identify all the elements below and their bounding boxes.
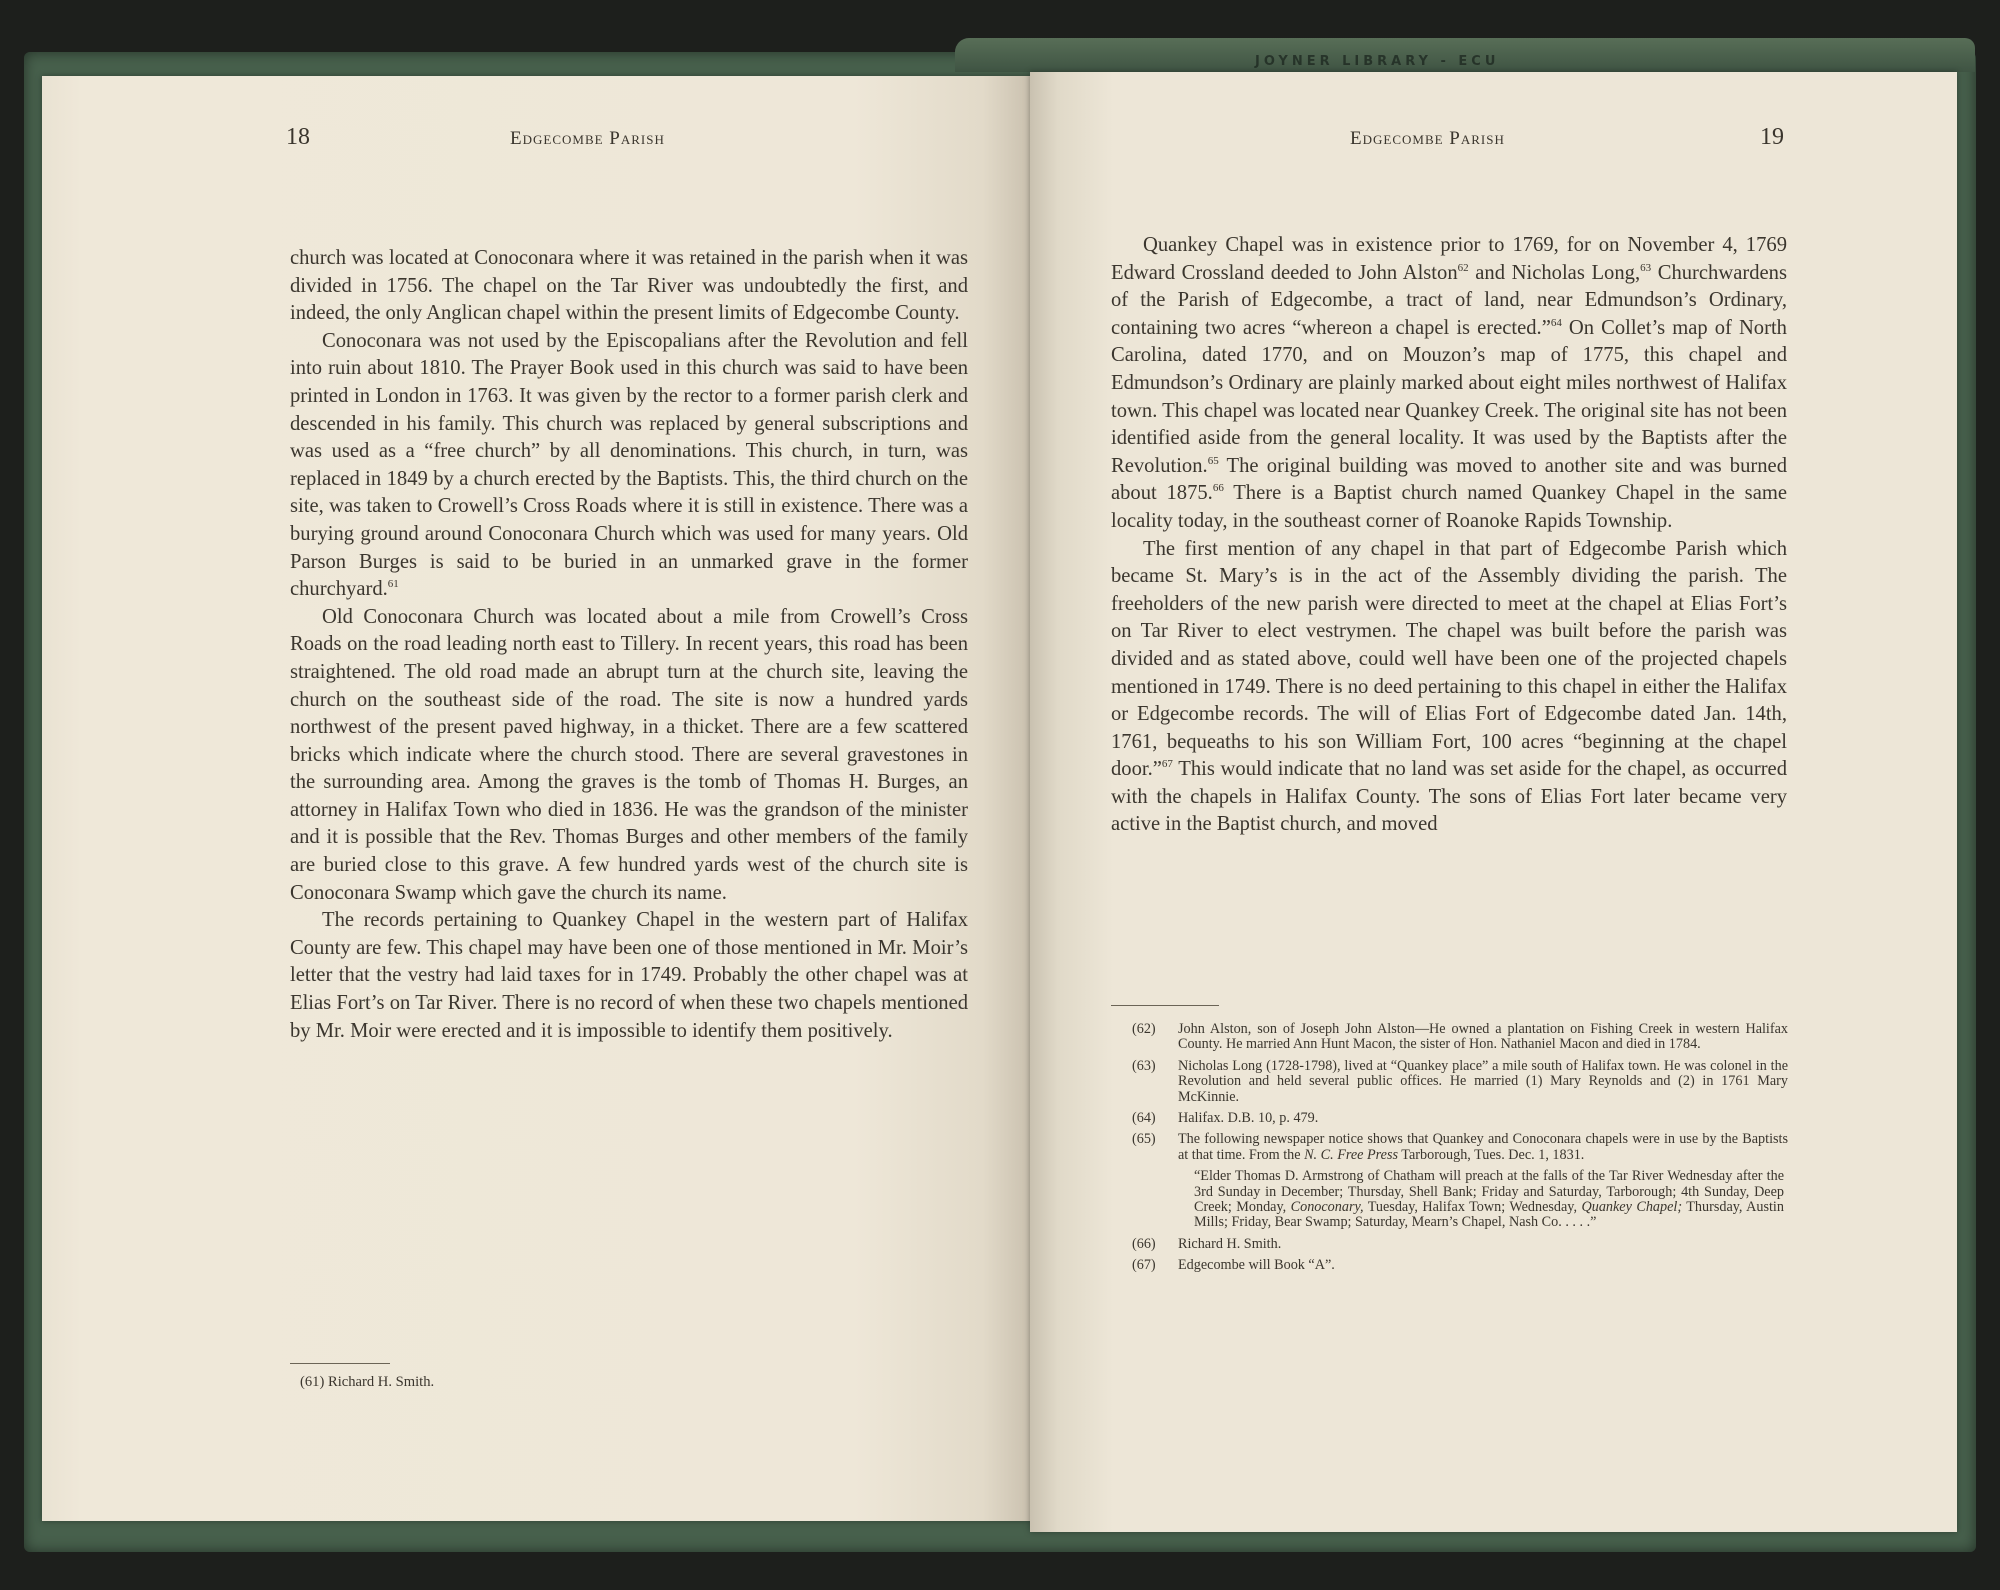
footnote-65: (65) The following newspaper notice shows that Quankey and Conoconara chapels were in use by the Baptists at that time. From the N. C. Free Press Tarborough, Tues. Dec. 1, 1831.: [1132, 1131, 1788, 1163]
footnote-ref[interactable]: 61: [387, 578, 399, 591]
paragraph-text: church was located at Conoconara where it was retained in the parish when it was divided in 1756. The chapel on the Tar River was undoubtedly the first, and indeed, the only Anglican chapel within the present limits of Edgecombe County.: [290, 247, 968, 325]
paragraph: [290, 907, 968, 1045]
right-footnotes: [1132, 1022, 1788, 1280]
page-number-right: 19: [1760, 124, 1784, 150]
left-body-text: [290, 245, 968, 1045]
footnote-62: (62) John Alston, son of Joseph John Alston—He owned a plantation on Fishing Creek in western Halifax County. He married Ann Hunt Macon, the sister of Hon. Nathaniel Macon and died in 1784.: [1132, 1021, 1788, 1053]
paragraph: The first mention of any chapel in that part of Edgecombe Parish which became St. Mary’s is in the act of the Assembly dividing the parish. The freeholders of the new parish were directed to meet at the chapel at Elias Fort’s on Tar River to elect vestrymen. The chapel was built before the parish was divided and as stated above, could well have been one of the projected chapels mentioned in 1749. There is no deed pertaining to this chapel in either the Halifax or Edgecombe records. The will of Elias Fort of Edgecombe dated Jan. 14th, 1761, bequeaths to his son William Fort, 100 acres “beginning at the chapel door.”$^{67}$ This would indicate that no land was set aside for the chapel, as occurred with the chapels in Halifax County. The sons of Elias Fort later became very active in the Baptist church, and moved: [1111, 537, 1787, 836]
right-body-text: [1111, 232, 1787, 839]
paragraph-text: The records pertaining to Quankey Chapel in the western part of Halifax County are few. This chapel may have been one of those mentioned in Mr. Moir’s letter that the vestry had laid taxes for in 1749. Probably the other chapel was at Elias Fort’s on Tar River. There is no record of when these two chapels mentioned by Mr. Moir were erected and it is impossible to identify them positively.: [290, 909, 968, 1042]
footnote-ref[interactable]: 63: [1640, 261, 1652, 274]
footnote-ref[interactable]: 62: [1457, 261, 1469, 274]
footnote-61: (61) Richard H. Smith.: [300, 1374, 435, 1390]
paragraph: Quankey Chapel was in existence prior to 1769, for on November 4, 1769 Edward Crossland deeded to John Alston$^{62}$ and Nicholas Long,$^{63}$ Churchwardens of the Parish of Edgecombe, a tract of land, near Edmundson’s Ordinary, containing two acres “whereon a chapel is erected.”$^{64}$ On Collet’s map of North Carolina, dated 1770, and on Mouzon’s map of 1775, this chapel and Edmundson’s Ordinary are plainly marked about eight miles northwest of Halifax town. This chapel was located near Quankey Creek. The original site has not been identified aside from the general locality. It was used by the Baptists after the Revolution.$^{65}$ The original building was moved to another site and was burned about 1875.66 There is a Baptist church named Quankey Chapel in the same locality today, in the southeast corner of Roanoke Rapids Township.: [1111, 234, 1787, 532]
footnote-ref[interactable]: 67: [1161, 758, 1173, 771]
book-spine: [955, 38, 1975, 72]
footnote-63: (63) Nicholas Long (1728-1798), lived at “Quankey place” a mile south of Halifax town. He was colonel in the Revolution and held several public offices. He married (1) Mary Reynolds and (2) in 1761 Mary McKinnie.: [1132, 1057, 1788, 1105]
page-number-left: 18: [286, 124, 310, 150]
footnote-rule: [1111, 1005, 1219, 1006]
footnote-ref[interactable]: 64: [1550, 316, 1562, 329]
footnote-ref[interactable]: 66: [1212, 482, 1224, 495]
newspaper-quote: “Elder Thomas D. Armstrong of Chatham will preach at the falls of the Tar River Wednesday after the 3rd Sunday in December; Thursday, Shell Bank; Friday and Saturday, Tarborough; 4th Sunday, Deep Creek; Monday, Conoconary, Tuesday, Halifax Town; Wednesday, Quankey Chapel; Thursday, Austin Mills; Friday, Bear Swamp; Saturday, Mearn’s Chapel, Nash Co. . . . .”: [1194, 1168, 1784, 1231]
footnote-64: (64) Halifax. D.B. 10, p. 479.: [1132, 1110, 1319, 1127]
paragraph: [290, 328, 968, 604]
footnote-ref[interactable]: 65: [1207, 454, 1219, 467]
paragraph: [290, 604, 968, 908]
footnote-rule: [290, 1363, 390, 1364]
footnote-66: (66) Richard H. Smith.: [1132, 1235, 1282, 1252]
footnote-67: (67) Edgecombe will Book “A”.: [1132, 1257, 1335, 1274]
running-head-left: Edgecombe Parish: [510, 128, 665, 149]
paragraph-text: Conoconara was not used by the Episcopalians after the Revolution and fell into ruin about 1810. The Prayer Book used in this church was said to have been printed in London in 1763. It was given by the rector to a former parish clerk and descended in his family. This church was replaced by general subscriptions and was used as a “free church” by all denominations. This church, in turn, was replaced in 1849 by a church erected by the Baptists. This, the third church on the site, was taken to Crowell’s Cross Roads where it is still in existence. There was a burying ground around Conoconara Church which was used for many years. Old Parson Burges is said to be buried in an unmarked grave in the former churchyard.: [290, 329, 968, 601]
running-head-right: Edgecombe Parish: [1350, 128, 1505, 149]
paragraph: [290, 245, 968, 328]
spine-label: JOYNER LIBRARY - ECU: [1255, 54, 1500, 69]
paragraph-text: Old Conoconara Church was located about a mile from Crowell’s Cross Roads on the road leading north east to Tillery. In recent years, this road has been straightened. The old road made an abrupt turn at the church site, leaving the church on the southeast side of the road. The site is now a hundred yards northwest of the present paved highway, in a thicket. There are a few scattered bricks which indicate where the church stood. There are several gravestones in the surrounding area. Among the graves is the tomb of Thomas H. Burges, an attorney in Halifax Town who died in 1836. He was the grandson of the minister and it is possible that the Rev. Thomas Burges and other members of the family are buried close to this grave. A few hundred yards west of the church site is Conoconara Swamp which gave the church its name.: [290, 605, 968, 904]
